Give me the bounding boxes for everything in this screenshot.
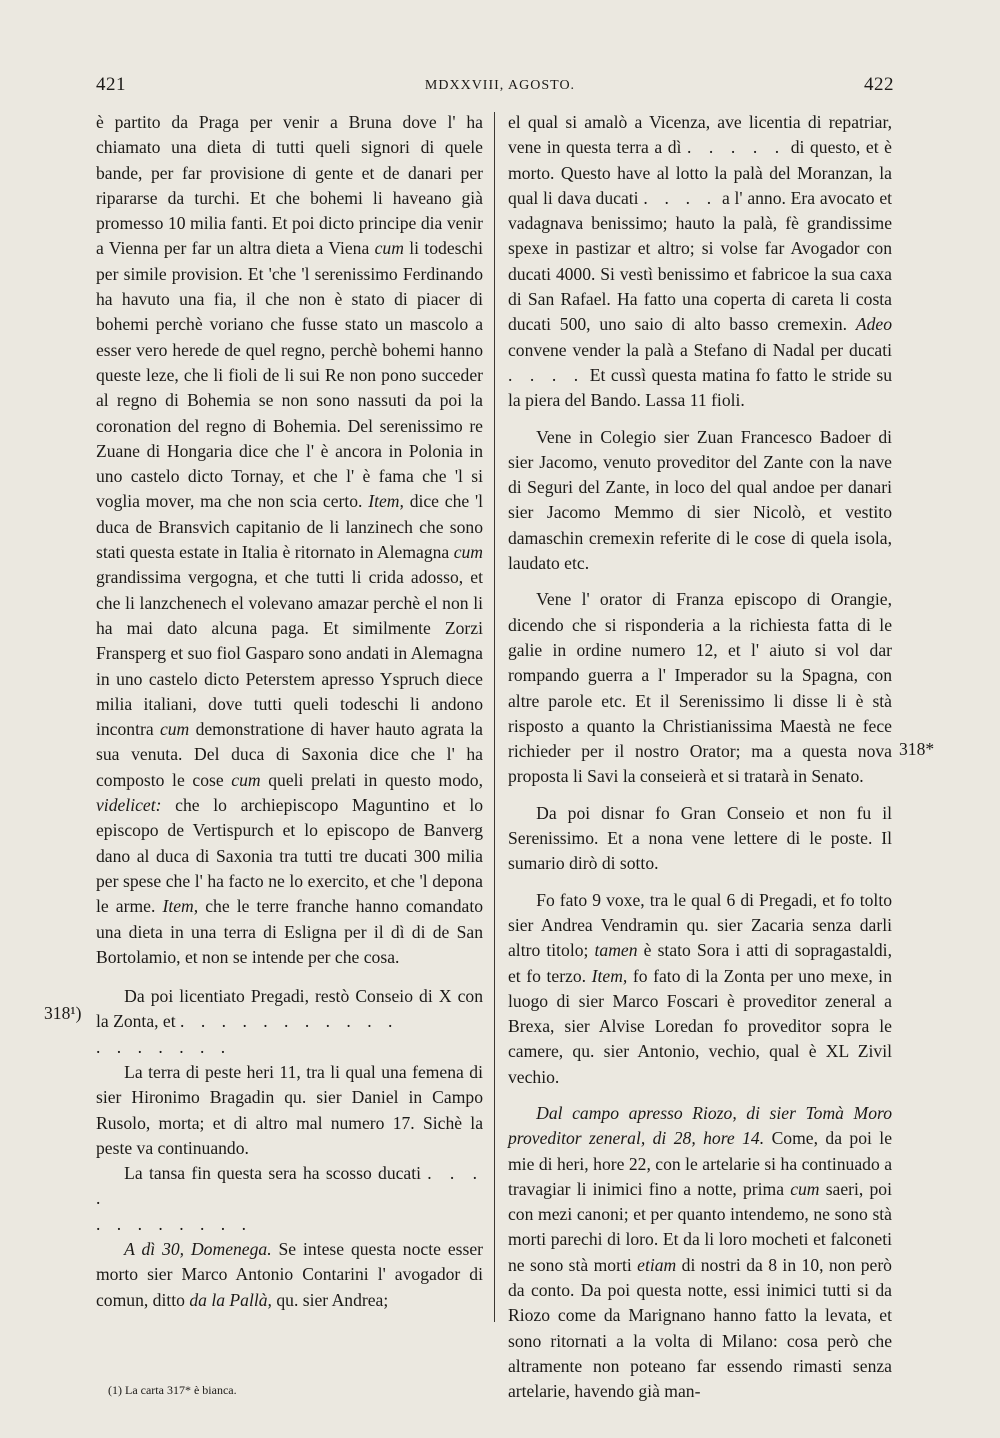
paragraph: Fo fato 9 voxe, tra le qual 6 di Pregadi, et fo tolto sier Andrea Vendramin qu. sier Zacaria senza darli altro titolo; tamen è stato Sora i atti di sopragastaldi, et fo terzo. Item, fo fato di la Zonta per uno mexe, in luogo di sier Marco Foscari è proveditor zeneral a Brexa, sier Alvise Loredan fo proveditor sopra le camere, qu. sier Antonio, vechio, qual è XL Zivil vechio. [508, 889, 892, 1087]
margin-note-left: 318¹) [44, 1003, 82, 1023]
paragraph: Da poi disnar fo Gran Conseio et non fu il Serenissimo. Et a nona vene lettere di le poste. Il sumario dirò di sotto. [508, 802, 892, 874]
paragraph: La terra di peste heri 11, tra li qual una femena di sier Hironimo Bragadin qu. sier Daniel in Campo Rusolo, morta; et di altro mal numero 17. Sichè la peste va continuando. [96, 1061, 483, 1158]
paragraph: Da poi licentiato Pregadi, restò Conseio di X con la Zonta, et . . . . . . . . . . . [96, 986, 483, 1032]
paragraph: A dì 30, Domenega. Se intese questa nocte esser morto sier Marco Antonio Contarini l' avogador di comun, ditto da la Pallà, qu. sier Andrea; [96, 1239, 483, 1310]
ellipsis-line: . . . . . . . . [96, 1213, 252, 1234]
right-column [508, 110, 892, 1405]
left-column [96, 110, 483, 1313]
margin-note-right: 318* [899, 739, 935, 759]
paragraph: La tansa fin questa sera ha scosso ducati . . . . [96, 1163, 483, 1209]
paragraph: Dal campo apresso Riozo, di sier Tomà Moro proveditor zeneral, di 28, hore 14. Come, da poi le mie di heri, hore 22, con le artelarie si ha continuado a travagiar li inimici fino a notte, prima cum saeri, poi con mezi canoni; et per quanto intendemo, ne sono stà morti parechi di loro. Et da li loro mocheti et falconeti ne sono stà morti etiam di nostri da 8 in 10, non però da conto. Da poi questa notte, essi inimici tutti si da Riozo come da Marignano hanno fatto la levata, et sono ritornati a la volta di Milano: cosa però che altramente non poteano far essendo rimasti senza artelarie, havendo già man- [508, 1102, 893, 1402]
page-number-left: 421 [96, 74, 126, 95]
column-divider [494, 112, 495, 1322]
paragraph: Vene l' orator di Franza episcopo di Orangie, dicendo che si risponderia a la richiesta fatta di le galie in ordine numero 12, et l' aiuto si vol dar rompando guerra a l' Imperador su la Spagna, con altre parole etc. Et il Serenissimo li disse li è stà risposto a quanto la Christianissima Maestà ne fece richieder per il nostro Orator; ma a questa nova proposta li Savi la conseierà et si tratarà in Senato. [508, 589, 892, 787]
paragraph: è partito da Praga per venir a Bruna dove l' ha chiamato una dieta di tutti queli signori di quele bande, per far provisione di gente et de danari per ripararse da turchi. Et che bohemi li haveano già promesso 10 milia fanti. Et poi dicto principe dia venir a Vienna per far un altra dieta a Viena cum li todeschi per simile provision. Et 'che 'l serenissimo Ferdinando ha havuto una fia, il che non è stato di piacer di bohemi perchè voriano che fusse stato un mascolo a esser vero herede de quel regno, perchè bohemi hanno queste leze, che li fioli de li sui Re non pono succeder al regno di Bohemia se non sono nassuti da poi la coronation del regno di Bohemia. Del serenissimo re Zuane di Hongaria dice che l' è ancora in Polonia in uno castelo dicto Tornay, et che l' è fama che 'l si voglia mover, ma che non scia certo. Item, dice che 'l duca de Bransvich capitanio de li lanzinech che sono stati questa estate in Italia è ritornato in Alemagna cum grandissima vergogna, et che tutti li crida adosso, et che li lanzchenech el volevano amazar perchè el non li ha mai dato alcuna paga. Et similmente Zorzi Fransperg et suo fiol Gasparo sono andati in Alemagna in uno castelo dicto Peterstem apresso Yspruch diece milia italiani, dove tutti queli todeschi li andono incontra cum demonstratione di haver hauto agrata la sua venuta. Del duca di Saxonia dice che l' ha composto le cose cum queli prelati in questo modo, videlicet: che lo archiepiscopo Maguntino et lo episcopo de Vertispurch et lo episcopo de Banverg dano al duca di Saxonia tra tutti tre ducati 300 milia per spese che l' ha facto ne lo exercito, et che 'l depona le arme. Item, che le terre franche hanno comandato una dieta in una terra di Esligna per il dì di de San Bortolamio, et non se intende per che cosa. [96, 112, 484, 967]
running-title: MDXXVIII, AGOSTO. [424, 78, 576, 93]
page-number-right: 422 [864, 74, 894, 95]
ellipsis-line: . . . . . . . [96, 1036, 232, 1057]
footnote: (1) La carta 317* è bianca. [108, 1383, 237, 1397]
paragraph: Vene in Colegio sier Zuan Francesco Badoer di sier Jacomo, venuto proveditor del Zante con la nave di Seguri del Zante, in loco del qual andoe per danari sier Jacomo Memmo di sier Nicolò, et vestito damaschin cremexin referite di le cose di quela isola, laudato etc. [508, 426, 892, 574]
paragraph: el qual si amalò a Vicenza, ave licentia di repatriar, vene in questa terra a dì . . . . . di questo, et è morto. Questo have al lotto la palà del Moranzan, la qual li dava ducati . . . . a l' anno. Era avocato et vadagnava benissimo; hauto la palà, fè grandissime spexe in pastizar et altro; si volse far Avogador con ducati 4000. Si vestì benissimo et fabricoe la sua caxa di San Rafael. Ha fatto una coperta di careta li costa ducati 500, uno saio di alto basso cremexin. Adeo convene vender la palà a Stefano di Nadal per ducati . . . . Et cussì questa matina fo fatto le stride su la piera del Bando. Lassa 11 fioli. [508, 112, 893, 411]
